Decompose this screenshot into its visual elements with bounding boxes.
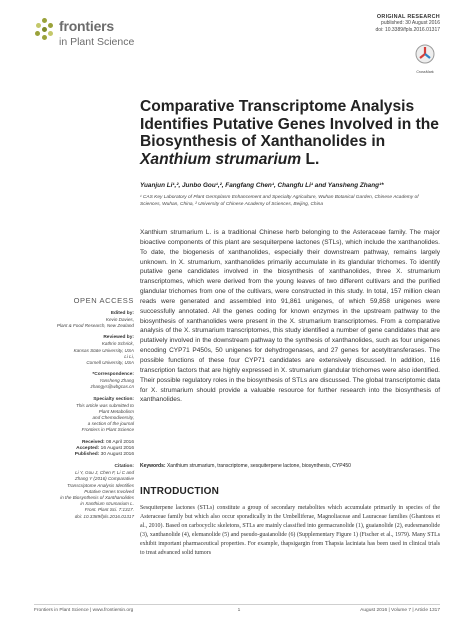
correspondence — [34, 372, 134, 390]
edited-by — [34, 311, 134, 329]
published-date: published: 30 August 2016 — [381, 20, 440, 26]
accepted-date: 16 August 2016 — [100, 445, 134, 451]
reviewed-by-label: Reviewed by: — [103, 335, 134, 341]
title-end: L. — [301, 150, 320, 168]
section-heading-introduction: INTRODUCTION — [140, 486, 220, 497]
open-access-label: OPEN ACCESS — [73, 296, 134, 305]
accepted-label: Accepted: — [76, 445, 100, 451]
keywords — [140, 463, 440, 469]
footer-journal[interactable]: Frontiers in Plant Science | www.frontiersin.org — [34, 608, 134, 613]
received-label: Received: — [81, 439, 105, 445]
edited-by-text[interactable]: Kevin Davies, Plant & Food Research, New Zealand — [56, 317, 134, 329]
citation-text: Li Y, Gou J, Chen F, Li C and Zhang Y (2016) Comparative Transcriptome Analysis Identifies Putative Genes Involved in the Biosynthesis of Xanthanolides in Xanthium strumarium L. Front. Plant Sci. 7:1317. doi: 10.3389/fpls.2016.01317 — [60, 470, 134, 519]
article-title — [140, 98, 440, 168]
received-date: 08 April 2016 — [105, 439, 134, 445]
abstract: Xanthium strumarium L. is a traditional Chinese herb belonging to the Asteraceae family. The major bioactive components of this plant are sesquiterpene lactones (STLs), which include the xanthanolides. To date, the biogenesis of xanthanolides, especially their downstream pathway, remains largely unknown. In X. strumarium, xanthanolides primarily accumulate in its glandular trichomes. To identify putative gene candidates involved in the biosynthesis of xanthanolides, three X. strumarium transcriptomes, which were derived from the young leaves of two different cultivars and the purified glandular trichomes from one of the cultivars, were constructed in this study. In total, 157 million clean reads were generated and assembled into 91,861 unigenes, of which 59,858 unigenes were successfully annotated. All the genes coding for known enzymes in the upstream pathway to the biosynthesis of xanthanolides were present in the X. strumarium transcriptomes. From a comparative analysis of the X. strumarium transcriptomes, this study identified a number of gene candidates that are putatively involved in the downstream pathway to the synthesis of xanthanolides, such as four unigenes encoding CYP71 P450s, 50 unigenes for dehydrogenases, and 27 genes for acetyltransferases. The possible functions of these four CYP71 candidates are extensively discussed. In addition, 116 transcription factors that are highly expressed in X. strumarium glandular trichomes were also identified. Their possible regulatory roles in the biosynthesis of STLs are discussed. The global transcriptomic data for X. strumarium should provide a valuable resource for further research into the biosynthesis of xanthanolides. — [140, 229, 440, 404]
logo-name: frontiers — [59, 18, 114, 34]
doi[interactable]: doi: 10.3389/fpls.2016.01317 — [375, 26, 440, 33]
title-species: Xanthium strumarium — [140, 150, 302, 168]
article-type: ORIGINAL RESEARCH — [376, 14, 440, 20]
published-date-sidebar: 30 August 2016 — [100, 452, 134, 458]
specialty-label: Specialty section: — [93, 396, 134, 402]
page-header — [34, 14, 440, 74]
reviewed-by-text[interactable]: Kathrin Schrick, Kansas State University, USA Li Li, Cornell University, USA — [73, 341, 134, 366]
citation-label: Citation: — [114, 464, 134, 470]
footer-divider — [34, 604, 440, 605]
crossmark-icon — [415, 44, 435, 64]
article-dates — [34, 440, 134, 459]
affiliations: ¹ CAS Key Laboratory of Plant Germplasm Enhancement and Specialty Agriculture, Wuhan Botanical Garden, Chinese Academy of Sciences, Wuhan, China, ² University of Chinese Academy of Sciences, Beijing, China — [140, 195, 419, 207]
author-list[interactable]: Yuanjun Li¹,², Junbo Gou¹,², Fangfang Chen¹, Changfu Li¹ and Yansheng Zhang¹* — [140, 182, 384, 189]
correspondence-text[interactable]: Yansheng Zhang zhangys@wbgcas.cn — [90, 378, 134, 390]
specialty-section — [34, 397, 134, 434]
title-main: Comparative Transcriptome Analysis Identifies Putative Genes Involved in the Biosynthesis of Xanthanolides in — [140, 98, 439, 151]
citation — [34, 464, 134, 520]
footer-page-number: 1 — [237, 608, 241, 613]
footer-date-volume: August 2016 | Volume 7 | Article 1317 — [360, 608, 440, 613]
published-label: Published: — [74, 452, 100, 458]
crossmark-badge[interactable] — [410, 44, 440, 74]
article-meta — [280, 14, 440, 33]
logo-subtitle: in Plant Science — [59, 36, 135, 48]
frontiers-logo[interactable] — [34, 14, 154, 54]
crossmark-label: CrossMark — [416, 70, 434, 74]
published-row — [34, 452, 134, 458]
edited-by-label: Edited by: — [110, 311, 134, 316]
keywords-label: Keywords: — [140, 463, 166, 469]
keywords-list: Xanthium strumarium, transcriptome, sesquiterpene lactone, biosynthesis, CYP450 — [166, 463, 351, 469]
reviewed-by — [34, 335, 134, 366]
article-info-sidebar — [34, 296, 134, 526]
correspondence-label: *Correspondence: — [92, 372, 134, 378]
specialty-text: This article was submitted to Plant Metabolism and Chemodiversity, a section of the journal Frontiers in Plant Science — [76, 402, 134, 433]
logo-dots-icon — [34, 18, 56, 40]
introduction-text: Sesquiterpene lactones (STLs) constitute a group of secondary metabolites which accumulate primarily in species of the Asteraceae family but which also occur sporadically in the Umbelliferae, Magnoliaceae and Lauraceae families (Ghantous et al., 2010). Based on carbocyclic skeletons, STLs are mainly classified into germacranolide (1), guaianolide (2), eudesmanolide (3), xanthanolide (4), elemanolide (5) and pseudo-guaianolide (6) (Supplementary Figure 1) (Fischer et al., 1979). Many STLs exhibit important pharmaceutical properties. For example, thapsigargin from Thapsia laciniata has been used in clinical trials to treat advanced solid tumors — [140, 505, 440, 556]
